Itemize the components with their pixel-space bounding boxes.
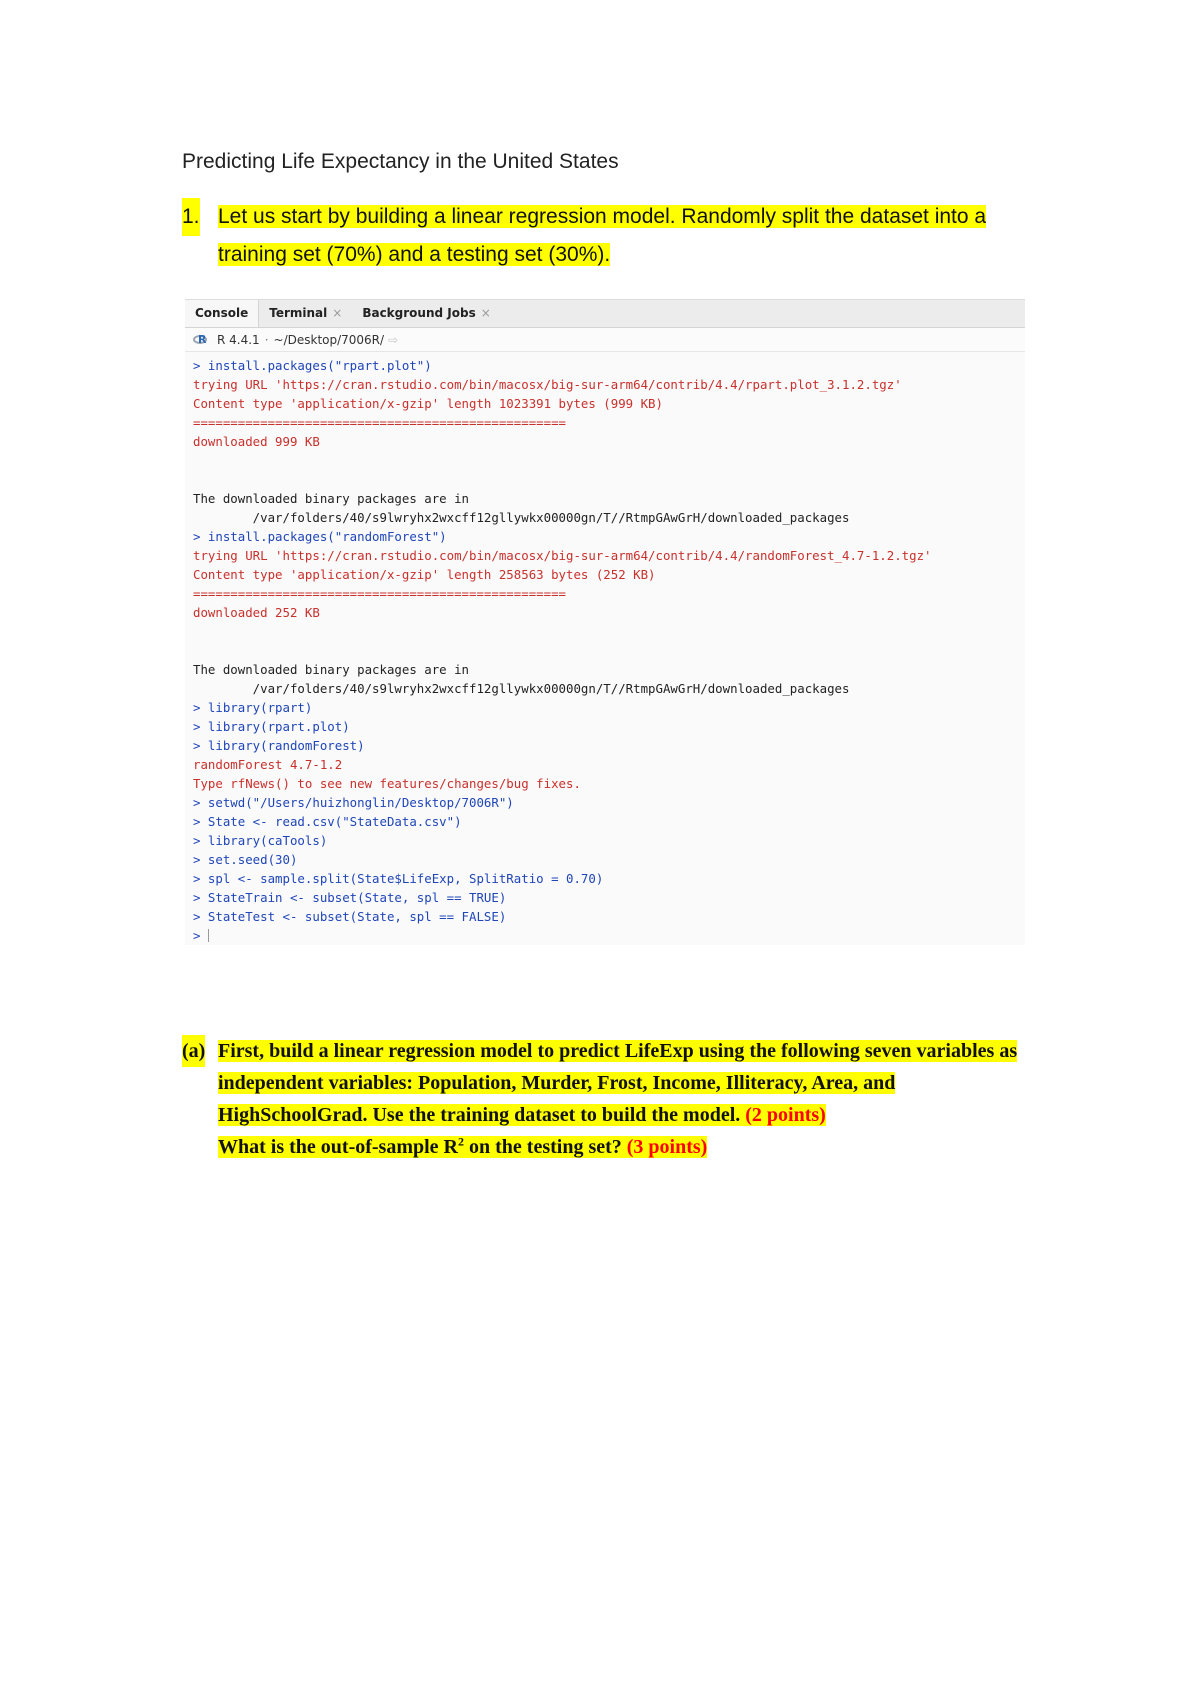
question-1a-r2-text [218,1136,627,1158]
console-line: Content type 'application/x-gzip' length 1023391 bytes (999 KB) [193,396,663,411]
console-line: > library(randomForest) [193,738,365,753]
console-tab-bar [185,300,1025,328]
superscript-2: 2 [458,1134,464,1149]
console-line: > library(caTools) [193,833,328,848]
console-line [193,470,1017,489]
points-badge: (3 points) [626,1136,708,1158]
console-line [193,451,1017,470]
question-1a-text: First, build a linear regression model to predict LifeExp using the following seven variables as independent variables: Population, Murder, Frost, Income, Illiteracy, Area, and HighSchoolGrad. Use the training dataset to build the model. [218,1040,1018,1126]
tab-console[interactable] [185,300,259,327]
console-line: ================================================== [193,586,566,601]
rstudio-console-screenshot [185,299,1025,945]
close-icon[interactable]: × [332,306,343,320]
working-directory: ~/Desktop/7006R/ [273,332,385,347]
text-cursor [208,929,209,942]
tab-console-label: Console [195,306,249,320]
go-to-directory-icon[interactable]: ⇨ [388,332,399,347]
console-line: The downloaded binary packages are in [193,662,470,677]
console-line: Content type 'application/x-gzip' length 258563 bytes (252 KB) [193,567,656,582]
document-title: Predicting Life Expectancy in the United States [182,150,619,173]
console-line [193,641,1017,660]
prompt-symbol: > [193,928,208,943]
question-1a-label: (a) [182,1035,205,1067]
tab-terminal[interactable] [259,300,352,327]
console-line: > spl <- sample.split(State$LifeExp, SplitRatio = 0.70) [193,871,604,886]
console-line: > library(rpart.plot) [193,719,350,734]
path-separator: · [264,332,269,347]
console-output[interactable] [185,352,1025,945]
console-line [193,622,1017,641]
r-logo-icon: R [193,334,209,346]
console-line: > State <- read.csv("StateData.csv") [193,814,462,829]
r-version: R 4.4.1 [217,332,260,347]
console-line: The downloaded binary packages are in [193,491,470,506]
question-1a-r2-prefix: What is the out-of-sample R [218,1136,458,1158]
console-line: /var/folders/40/s9lwryhx2wxcff12gllywkx00000gn/T//RtmpGAwGrH/downloaded_packages [193,681,850,696]
console-line: > StateTrain <- subset(State, spl == TRUE) [193,890,507,905]
console-path-bar [185,328,1025,352]
console-line: > set.seed(30) [193,852,298,867]
console-line: Type rfNews() to see new features/changes/bug fixes. [193,776,581,791]
console-line: > install.packages("rpart.plot") [193,358,432,373]
console-line: randomForest 4.7-1.2 [193,757,343,772]
console-line: trying URL 'https://cran.rstudio.com/bin/macosx/big-sur-arm64/contrib/4.4/rpart.plot_3.1.2.tgz' [193,377,902,392]
tab-background-jobs[interactable] [352,300,500,327]
close-icon[interactable]: × [480,306,491,320]
console-line: > setwd("/Users/huizhonglin/Desktop/7006R") [193,795,514,810]
points-badge: (2 points) [745,1104,826,1126]
question-1-text: Let us start by building a linear regression model. Randomly split the dataset into a training set (70%) and a testing set (30%). [218,205,987,266]
question-1a [182,1035,1022,1163]
console-prompt[interactable] [193,926,1017,945]
console-line: downloaded 252 KB [193,605,320,620]
console-line: downloaded 999 KB [193,434,320,449]
question-1 [182,198,1022,274]
console-line: > install.packages("randomForest") [193,529,447,544]
tab-background-jobs-label: Background Jobs [362,306,476,320]
console-line: > StateTest <- subset(State, spl == FALSE) [193,909,507,924]
console-line: > library(rpart) [193,700,313,715]
console-line: ================================================== [193,415,566,430]
tab-terminal-label: Terminal [269,306,328,320]
question-1-number: 1. [182,198,200,236]
question-1a-r2-suffix: on the testing set? [464,1136,622,1158]
console-line: trying URL 'https://cran.rstudio.com/bin/macosx/big-sur-arm64/contrib/4.4/randomForest_4.7-1.2.tgz' [193,548,932,563]
console-line: /var/folders/40/s9lwryhx2wxcff12gllywkx00000gn/T//RtmpGAwGrH/downloaded_packages [193,510,850,525]
